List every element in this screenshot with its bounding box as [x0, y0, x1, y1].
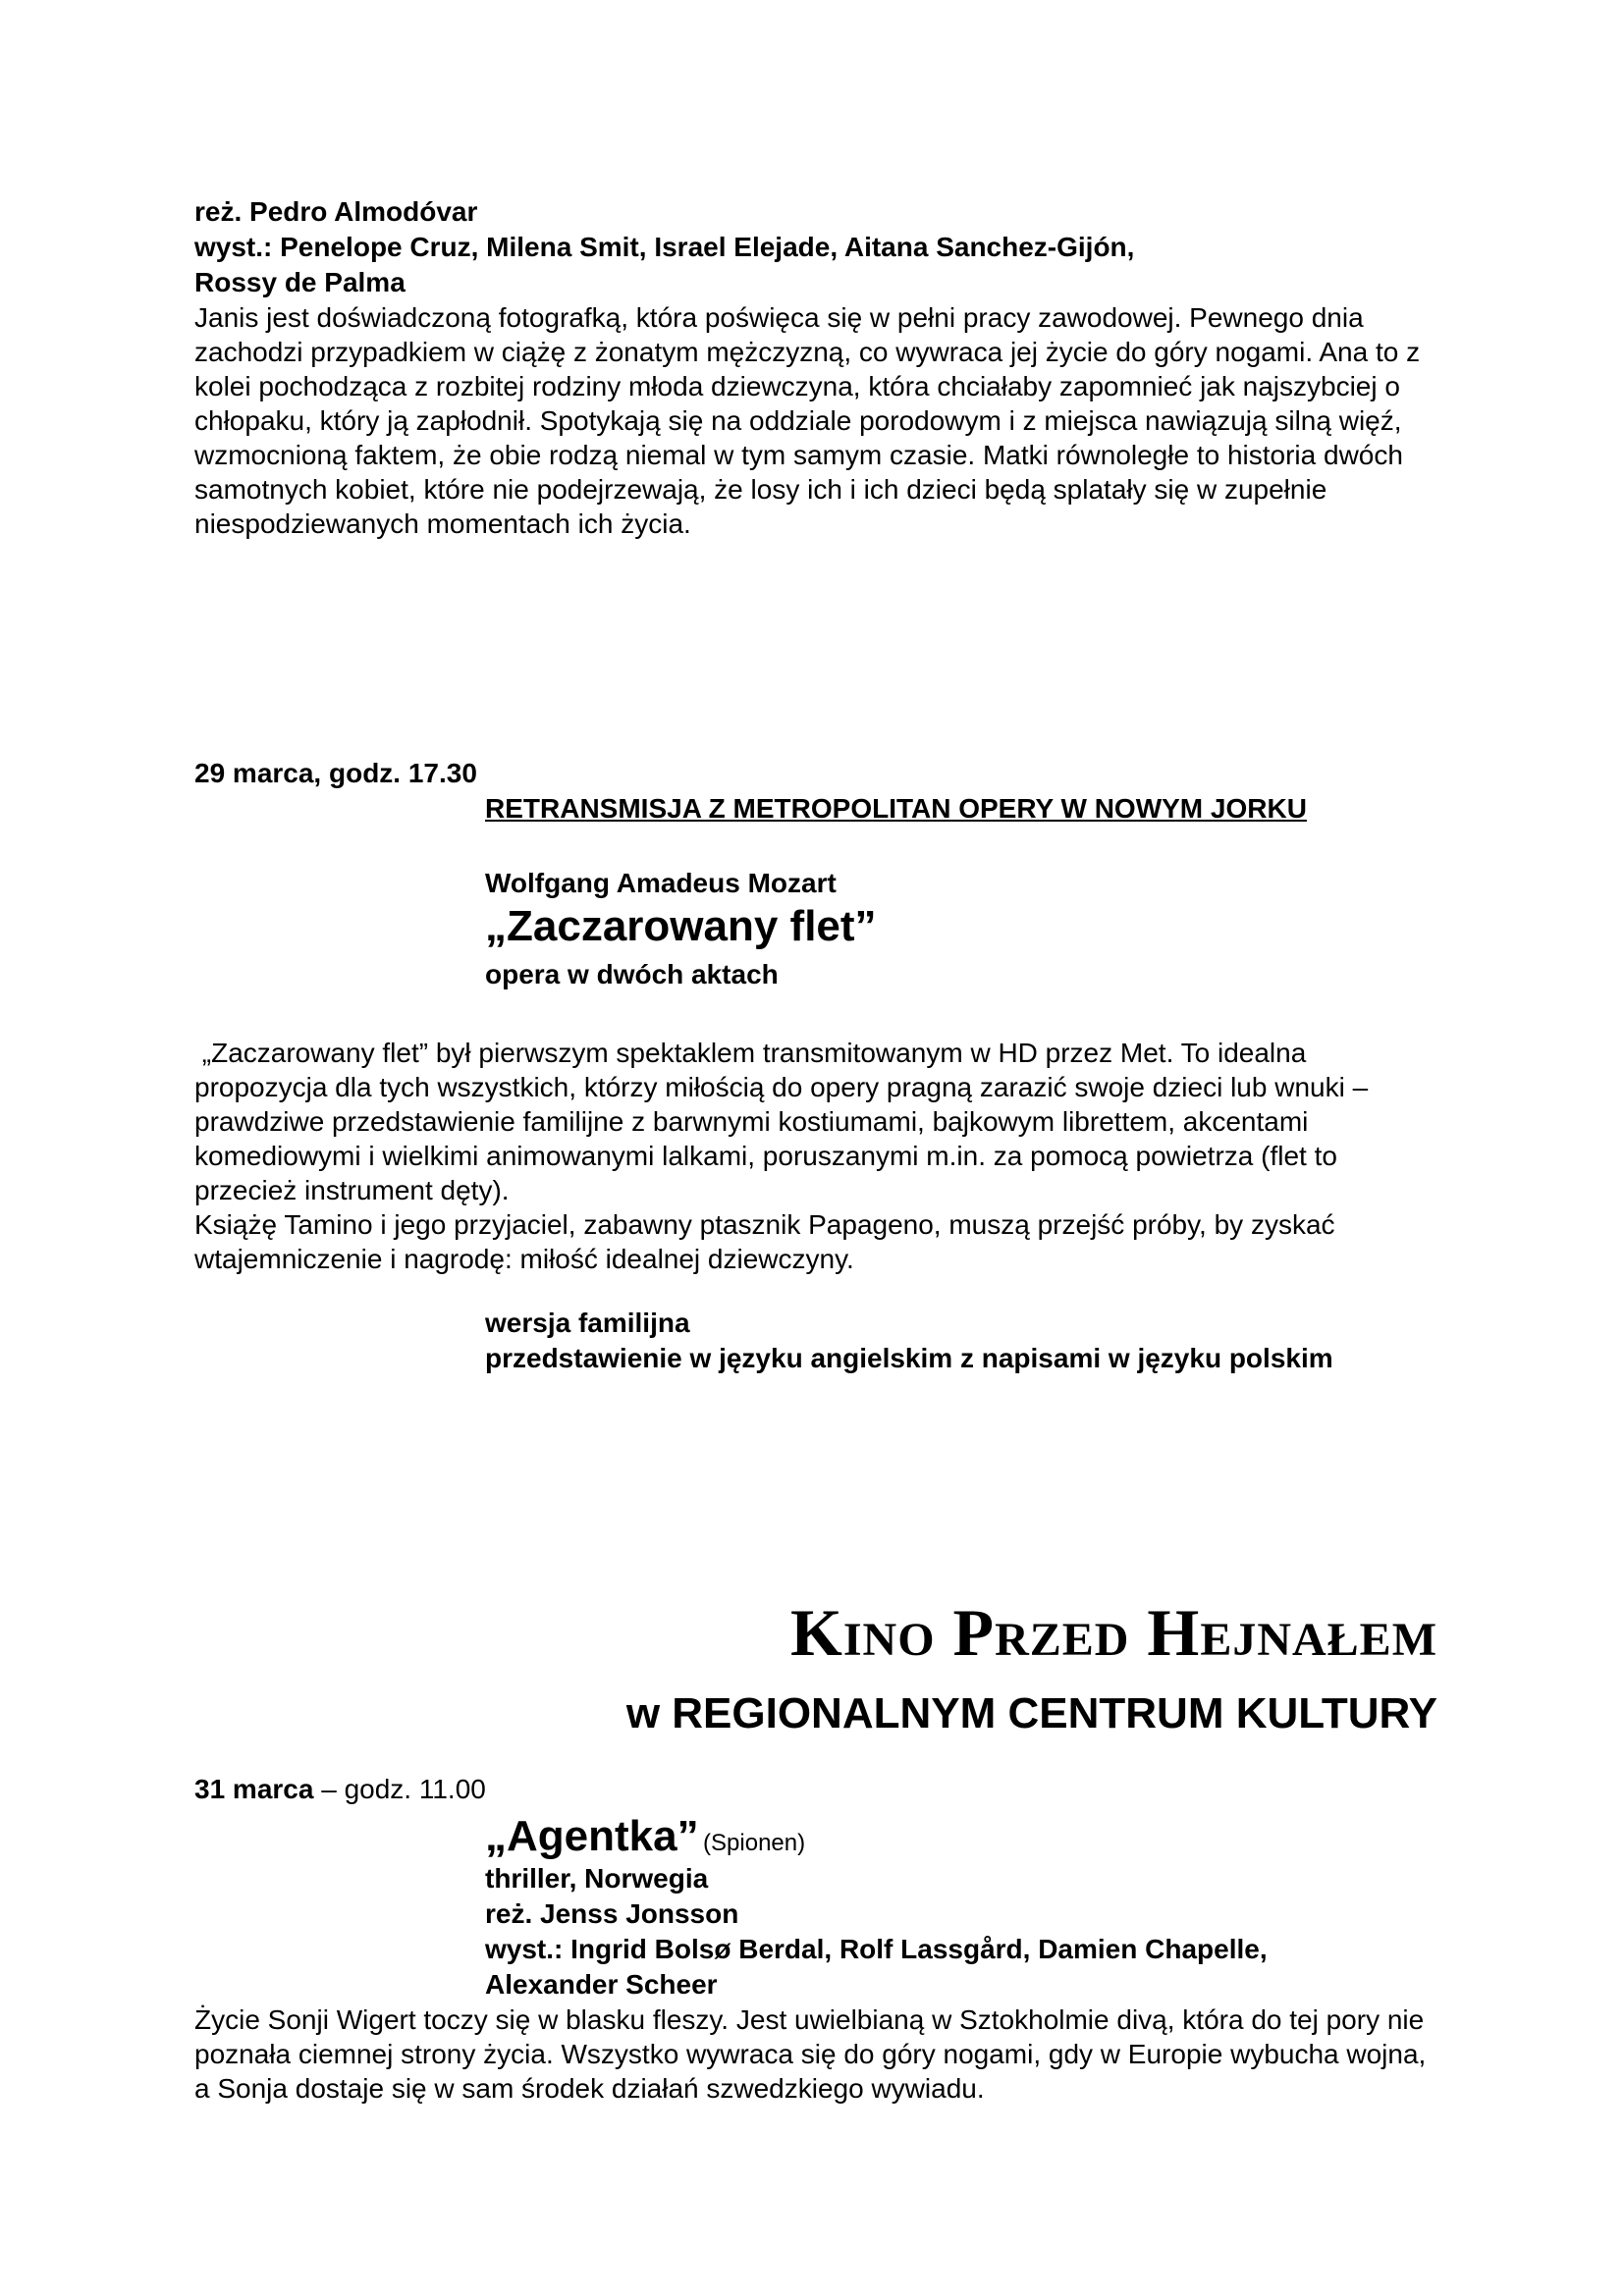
film2-title: „Agentka”: [485, 1812, 699, 1860]
section-title: Kino Przed Hejnałem: [789, 1595, 1437, 1670]
film2-genre: thriller, Norwegia: [485, 1863, 709, 1894]
event-date: 29 marca, godz. 17.30: [194, 758, 477, 788]
film2-date-day: 31 marca: [194, 1774, 314, 1804]
opera-title: „Zaczarowany flet”: [485, 902, 877, 950]
event-heading: RETRANSMISJA Z METROPOLITAN OPERY W NOWYM JORKU: [485, 793, 1307, 824]
opera-description-1: [194, 1036, 1432, 1207]
film2-original-title: (Spionen): [703, 1830, 806, 1856]
opera-note-2: przedstawienie w języku angielskim z napisami w języku polskim: [485, 1343, 1333, 1373]
film-cast-line-2: Rossy de Palma: [194, 267, 406, 297]
opera-composer: Wolfgang Amadeus Mozart: [485, 868, 837, 898]
film2-date: [194, 1772, 486, 1807]
film2-director: reż. Jenss Jonsson: [485, 1898, 739, 1929]
film-director: reż. Pedro Almodóvar: [194, 196, 478, 227]
film-cast-line-1: wyst.: Penelope Cruz, Milena Smit, Israel Elejade, Aitana Sanchez-Gijón,: [194, 232, 1135, 262]
opera-subtitle: opera w dwóch aktach: [485, 959, 779, 989]
film2-description: Życie Sonji Wigert toczy się w blasku fleszy. Jest uwielbianą w Sztokholmie divą, która do tej pory nie poznała ciemnej strony życia. Wszystko wywraca się do góry nogami, gdy w Europie wybucha wojna, a Sonja dostaje się w sam środek działań szwedzkiego wywiadu.: [194, 2004, 1427, 2104]
opera-description-2: Książę Tamino i jego przyjaciel, zabawny ptasznik Papageno, muszą przejść próby, by zyskać wtajemniczenie i nagrodę: miłość idealnej dziewczyny.: [194, 1209, 1335, 1274]
opera-note-1: wersja familijna: [485, 1308, 690, 1338]
film2-date-time: – godz. 11.00: [313, 1774, 486, 1804]
opera-description-1-text: „Zaczarowany flet” był pierwszym spektaklem transmitowanym w HD przez Met. To idealna propozycja dla tych wszystkich, którzy miłością do opery pragną zarazić swoje dzieci lub wnuki – prawdziwe przedstawienie familijne z barwnymi kostiumami, bajkowym librettem, akcentami komediowymi i wielkimi animowanymi lalkami, poruszanymi m.in. za pomocą powietrza (flet to przecież instrument dęty).: [194, 1038, 1369, 1205]
film2-cast-line-1: wyst.: Ingrid Bolsø Berdal, Rolf Lassgård, Damien Chapelle,: [485, 1934, 1268, 1964]
section-subtitle: w REGIONALNYM CENTRUM KULTURY: [625, 1689, 1437, 1737]
film-description: Janis jest doświadczoną fotografką, która poświęca się w pełni pracy zawodowej. Pewnego dnia zachodzi przypadkiem w ciążę z żonatym mężczyzną, co wywraca jej życie do góry nogami. Ana to z kolei pochodząca z rozbitej rodziny młoda dziewczyna, która chciałaby zapomnieć jak najszybciej o chłopaku, który ją zapłodnił. Spotykają się na oddziale porodowym i z miejsca nawiązują silną więź, wzmocnioną faktem, że obie rodzą niemal w tym samym czasie. Matki równoległe to historia dwóch samotnych kobiet, które nie podejrzewają, że losy ich i ich dzieci będą splatały się w zupełnie niespodziewanych momentach ich życia.: [194, 302, 1421, 539]
film2-cast-line-2: Alexander Scheer: [485, 1969, 718, 2000]
